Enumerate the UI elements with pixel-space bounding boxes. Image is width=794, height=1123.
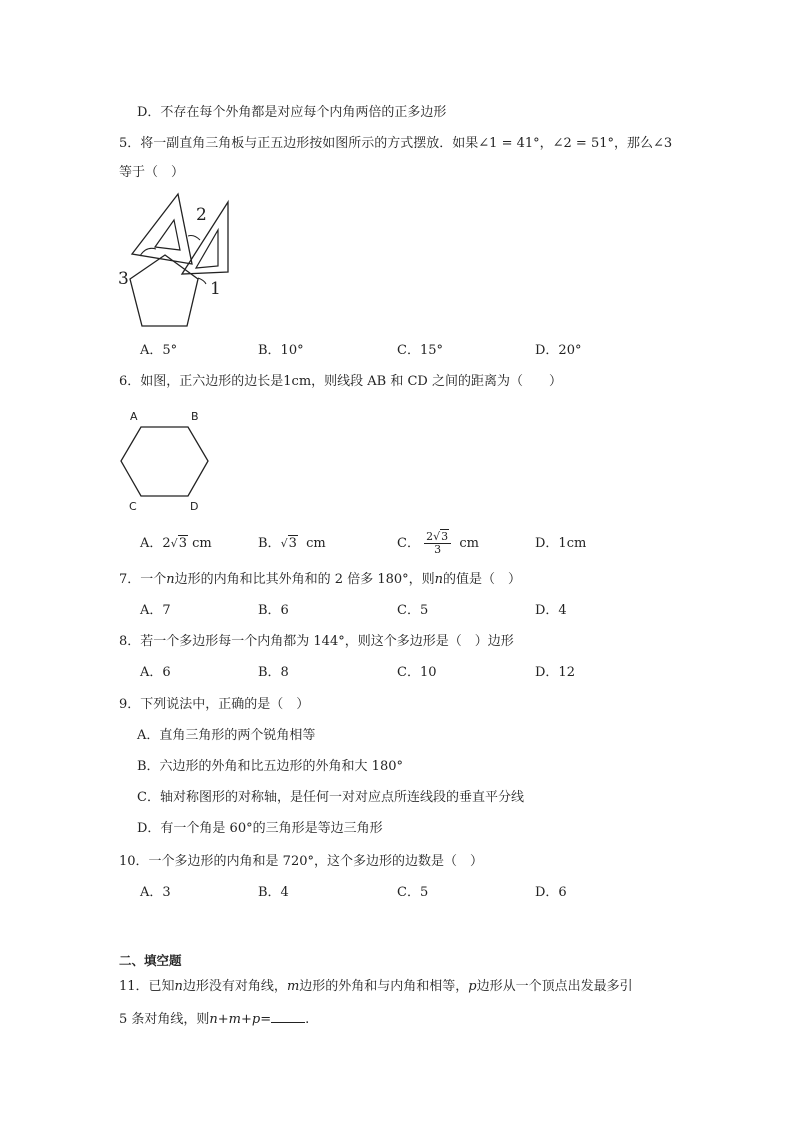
answer-blank[interactable] bbox=[271, 1010, 305, 1023]
set-square-45 bbox=[132, 194, 192, 264]
vertex-c-label: C bbox=[129, 500, 137, 513]
angle-2-label: 2 bbox=[196, 205, 207, 225]
q7-option-a: A．7 bbox=[140, 603, 171, 618]
vertex-a-label: A bbox=[130, 410, 138, 423]
q9-option-d: D．有一个角是 60°的三角形是等边三角形 bbox=[137, 821, 383, 836]
q10-option-b: B．4 bbox=[258, 885, 289, 900]
q8-stem: 8．若一个多边形每一个内角都为 144°，则这个多边形是（ ）边形 bbox=[119, 634, 514, 649]
q8-option-a: A．6 bbox=[140, 665, 171, 680]
section-heading: 二、填空题 bbox=[119, 953, 182, 968]
q9-stem: 9．下列说法中，正确的是（ ） bbox=[119, 697, 310, 712]
q5-option-b: B．10° bbox=[258, 343, 304, 358]
vertex-b-label: B bbox=[191, 410, 199, 423]
q10-stem: 10．一个多边形的内角和是 720°，这个多边形的边数是（ ） bbox=[119, 854, 483, 869]
angle-1-label: 1 bbox=[210, 279, 221, 299]
q10-option-a: A．3 bbox=[140, 885, 171, 900]
hexagon bbox=[121, 427, 208, 496]
q5-option-a: A．5° bbox=[140, 343, 178, 358]
q10-option-c: C．5 bbox=[397, 885, 429, 900]
q7-option-b: B．6 bbox=[258, 603, 289, 618]
q6-option-b: B．√3 cm bbox=[258, 536, 326, 551]
q5-stem-line1: 5．将一副直角三角板与正五边形按如图所示的方式摆放．如果∠1 = 41°，∠2 = 51°，那么∠3 bbox=[119, 136, 673, 151]
q9-option-c: C．轴对称图形的对称轴，是任何一对对应点所连线段的垂直平分线 bbox=[137, 790, 524, 805]
vertex-d-label: D bbox=[190, 500, 199, 513]
fraction: $\frac{2√3}{3}$ bbox=[424, 531, 451, 556]
q6-option-d: D．1cm bbox=[535, 536, 587, 551]
q6-option-c: C． $\frac{2√3}{3}$ cm bbox=[397, 530, 479, 556]
q5-figure bbox=[110, 192, 250, 332]
angle-3-label: 3 bbox=[118, 269, 129, 289]
q6-hexagon-figure bbox=[112, 402, 222, 522]
q8-option-d: D．12 bbox=[535, 665, 575, 680]
q7-option-d: D．4 bbox=[535, 603, 567, 618]
q5-option-c: C．15° bbox=[397, 343, 443, 358]
q11-line1: 11．已知n边形没有对角线，m边形的外角和与内角和相等，p边形从一个顶点出发最多引 bbox=[119, 979, 633, 994]
q9-option-b: B．六边形的外角和比五边形的外角和大 180° bbox=[137, 759, 403, 774]
q10-option-d: D．6 bbox=[535, 885, 567, 900]
q6-option-a: A．2√3 cm bbox=[140, 536, 212, 551]
q5-option-d: D．20° bbox=[535, 343, 582, 358]
q7-option-c: C．5 bbox=[397, 603, 429, 618]
q8-option-b: B．8 bbox=[258, 665, 289, 680]
q8-option-c: C．10 bbox=[397, 665, 437, 680]
q4-option-d: D．不存在每个外角都是对应每个内角两倍的正多边形 bbox=[137, 105, 447, 120]
q7-stem: 7．一个n边形的内角和比其外角和的 2 倍多 180°，则n的值是（ ） bbox=[119, 572, 522, 587]
q11-line2: 5 条对角线，则n+m+p= . bbox=[119, 1012, 310, 1027]
q9-option-a: A．直角三角形的两个锐角相等 bbox=[137, 728, 316, 743]
q5-stem-line2: 等于（ ） bbox=[119, 165, 185, 180]
q6-stem: 6．如图，正六边形的边长是1cm，则线段 AB 和 CD 之间的距离为（ ） bbox=[119, 374, 562, 389]
